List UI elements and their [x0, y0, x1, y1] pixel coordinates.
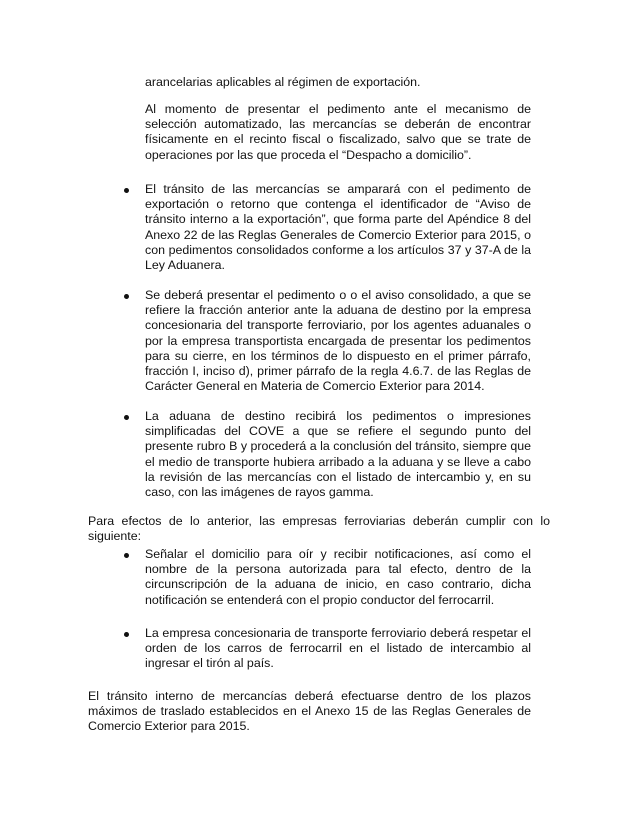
continuation-text: arancelarias aplicables al régimen de exportación.: [145, 75, 421, 89]
bullet-icon: [124, 188, 129, 193]
bullet-icon: [124, 294, 129, 299]
list-item-text: Señalar el domicilio para oír y recibir notificaciones, así como el nombre de la persona autorizada para tal efecto, dentro de la circunscripción de la aduana de inicio, en caso contrario, dicha notificación se entenderá con el propio conductor del ferrocarril.: [145, 547, 531, 607]
list-item-text: La empresa concesionaria de transporte ferroviario deberá respetar el orden de los carros de ferrocarril en el listado de intercambio al ingresar el tirón al país.: [145, 626, 531, 671]
bullet-icon: [124, 632, 129, 637]
paragraph-despacho: Al momento de presentar el pedimento ante el mecanismo de selección automatizado, las mercancías se deberán de encontrar físicamente en el recinto fiscal o fiscalizado, salvo que se trate de operaciones por las que proceda el “Despacho a domicilio”.: [145, 102, 531, 162]
bullet-icon: [124, 553, 129, 558]
paragraph-requirements: Para efectos de lo anterior, las empresas ferroviarias deberán cumplir con lo siguiente:: [88, 514, 550, 544]
list-item-text: La aduana de destino recibirá los pedimentos o impresiones simplificadas del COVE a que se refiere el segundo punto del presente rubro B y procederá a la conclusión del tránsito, siempre que el medio de transporte hubiera arribado a la aduana y se lleve a cabo la revisión de las mercancías con el listado de intercambio y, en su caso, con las imágenes de rayos gamma.: [145, 409, 531, 500]
list-item-text: El tránsito de las mercancías se amparará con el pedimento de exportación o retorno que contenga el identificador de “Aviso de tránsito interno a la exportación”, que forma parte del Apéndice 8 del Anexo 22 de las Reglas Generales de Comercio Exterior para 2015, o con pedimentos consolidados conforme a los artículos 37 y 37-A de la Ley Aduanera.: [145, 182, 531, 273]
list-item-text: Se deberá presentar el pedimento o o el aviso consolidado, a que se refiere la fracción anterior ante la aduana de destino por la empresa concesionaria del transporte ferroviario, por los agentes aduanales o por la empresa transportista encargada de presentar los pedimentos para su cierre, en los términos de lo dispuesto en el primer párrafo, fracción I, inciso d), primer párrafo de la regla 4.6.7. de las Reglas de Carácter General en Materia de Comercio Exterior para 2014.: [145, 288, 531, 394]
paragraph-plazos: El tránsito interno de mercancías deberá efectuarse dentro de los plazos máximos de traslado establecidos en el Anexo 15 de las Reglas Generales de Comercio Exterior para 2015.: [88, 689, 531, 734]
bullet-icon: [124, 415, 129, 420]
